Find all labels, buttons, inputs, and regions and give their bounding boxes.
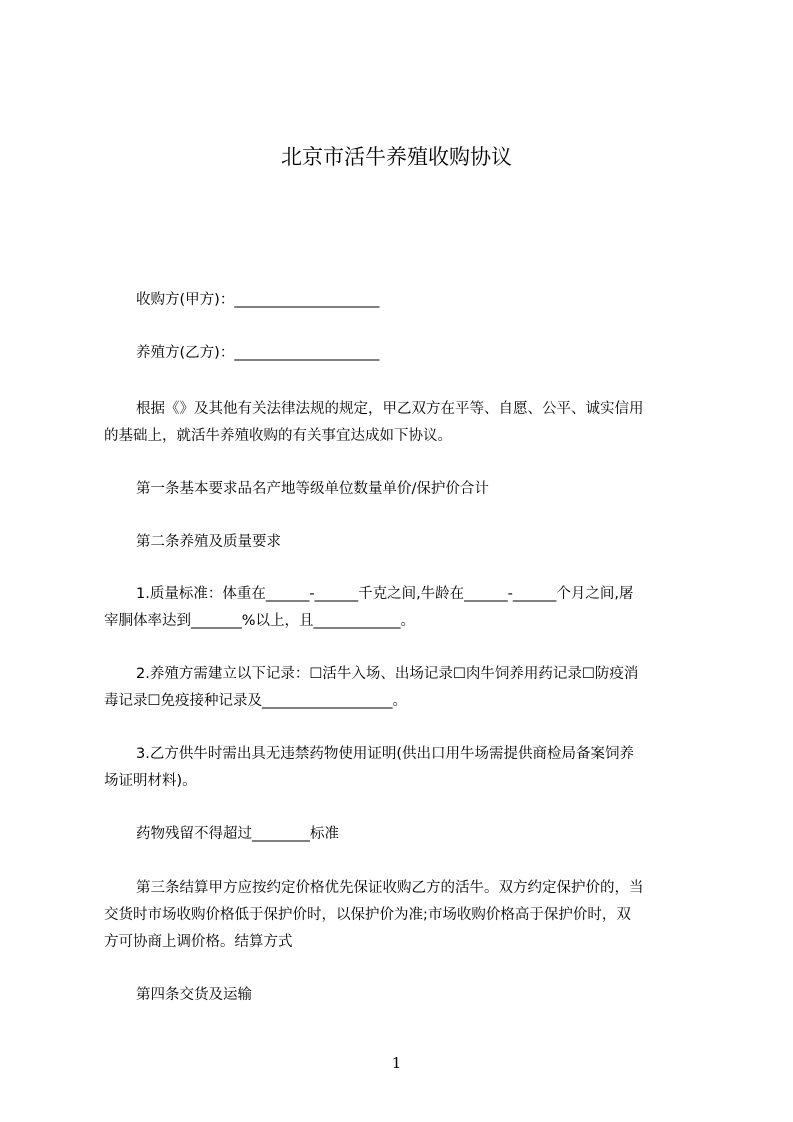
certificate-line-1: 3.乙方供牛时需出具无违禁药物使用证明(供出口用牛场需提供商检局备案饲养 <box>136 746 634 762</box>
article-3-line-3: 方可协商上调价格。结算方式 <box>104 934 293 950</box>
article-2-heading: 第二条养殖及质量要求 <box>136 534 281 550</box>
article-3-line-2: 交货时市场收购价格低于保护价时，以保护价为准;市场收购价格高于保护价时，双 <box>104 907 631 923</box>
buyer-line: 收购方(甲方)：____________________ <box>136 292 380 308</box>
certificate-line-2: 场证明材料)。 <box>104 773 197 789</box>
breeder-line: 养殖方(乙方)：____________________ <box>136 345 380 361</box>
drug-residue-line: 药物残留不得超过________标准 <box>136 826 339 842</box>
article-1-heading: 第一条基本要求品名产地等级单位数量单价/保护价合计 <box>136 481 489 497</box>
document-title: 北京市活牛养殖收购协议 <box>281 145 512 169</box>
article-4-heading: 第四条交货及运输 <box>136 987 252 1003</box>
records-line-2: 毒记录☐免疫接种记录及__________________。 <box>104 693 407 709</box>
preamble-line-1: 根据《》及其他有关法律法规的规定，甲乙双方在平等、自愿、公平、诚实信用 <box>136 401 644 417</box>
article-3-line-1: 第三条结算甲方应按约定价格优先保证收购乙方的活牛。双方约定保护价的，当 <box>136 880 644 896</box>
quality-standard-line-1: 1.质量标准：体重在______-______千克之间,牛龄在______-______个月之间,屠 <box>136 586 634 602</box>
page-number: 1 <box>391 1054 402 1072</box>
preamble-line-2: 的基础上，就活牛养殖收购的有关事宜达成如下协议。 <box>104 428 452 444</box>
quality-standard-line-2: 宰胴体率达到_______%以上，且____________。 <box>104 613 416 629</box>
records-line-1: 2.养殖方需建立以下记录：☐活牛入场、出场记录☐肉牛饲养用药记录☐防疫消 <box>136 666 639 682</box>
